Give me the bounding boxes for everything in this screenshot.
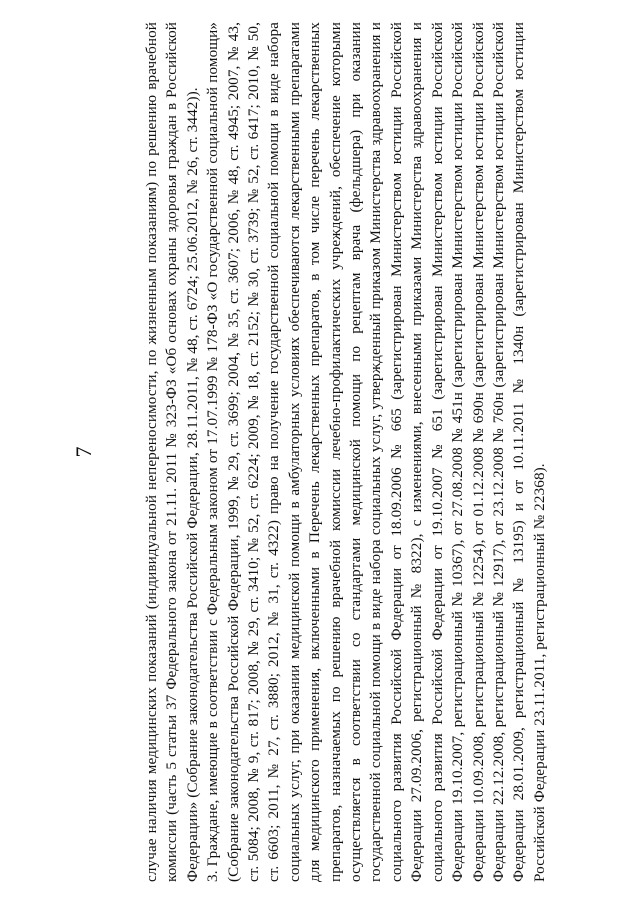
paragraph: случае наличия медицинских показаний (индивидуальной непереносимости, по жизненным показаниям) по решению врачебной комиссии (часть 5 статьи 37 Федерального закона от 21.11. 2011 № 323-ФЗ «Об основах охраны здоровья граждан в Российской Федерации» (Собрание законодательства Российской Федерации, 28.11.2011, № 48, ст. 6724; 25.06.2012, № 26, ст. 3442)). [143,22,201,882]
body-text [142,22,550,882]
rotated-content [72,22,632,882]
page-number: 7 [71,446,96,458]
paragraph: 3. Граждане, имеющие в соответствии с Федеральным законом от 17.07.1999 № 178-ФЗ «О государственной социальной помощи» (Собрание законодательства Российской Федерации, 1999, № 29, ст. 3699; 2004, № 35, ст. 3607; 2006, № 48, ст. 4945; 2007, № 43, ст. 5084; 2008, № 9, ст. 817; 2008, № 29, ст. 3410; № 52, ст. 6224; 2009, № 18, ст. 2152; № 30, ст. 3739; № 52, ст. 6417; 2010, № 50, ст. 6603; 2011, № 27, ст. 3880; 2012, № 31, ст. 4322) право на получение государственной социальной помощи в виде набора социальных услуг, при оказании медицинской помощи в амбулаторных условиях обеспечиваются лекарственными препаратами для медицинского применения, включенными в Перечень лекарственных препаратов, в том числе перечень лекарственных препаратов, назначаемых по решению врачебной комиссии лечебно-профилактических учреждений, обеспечение которыми осуществляется в соответствии со стандартами медицинской помощи по рецептам врача (фельдшера) при оказании государственной социальной помощи в виде набора социальных услуг, утвержденный приказом Министерства здравоохранения и социального развития Российской Федерации от 18.09.2006 № 665 (зарегистрирован Министерством юстиции Российской Федерации 27.09.2006, регистрационный № 8322), с изменениями, внесенными приказами Министерства здравоохранения и социального развития Российской Федерации от 19.10.2007 № 651 (зарегистрирован Министерством юстиции Российской Федерации 19.10.2007, регистрационный № 10367), от 27.08.2008 № 451н (зарегистрирован Министерством юстиции Российской Федерации 10.09.2008, регистрационный № 12254), от 01.12.2008 № 690н (зарегистрирован Министерством юстиции Российской Федерации 22.12.2008, регистрационный № 12917), от 23.12.2008 № 760н (зарегистрирован Министерством юстиции Российской Федерации 28.01.2009, регистрационный № 13195) и от 10.11.2011 № 1340н (зарегистрирован Министерством юстиции Российской Федерации 23.11.2011, регистрационный № 22368). [204,22,548,882]
